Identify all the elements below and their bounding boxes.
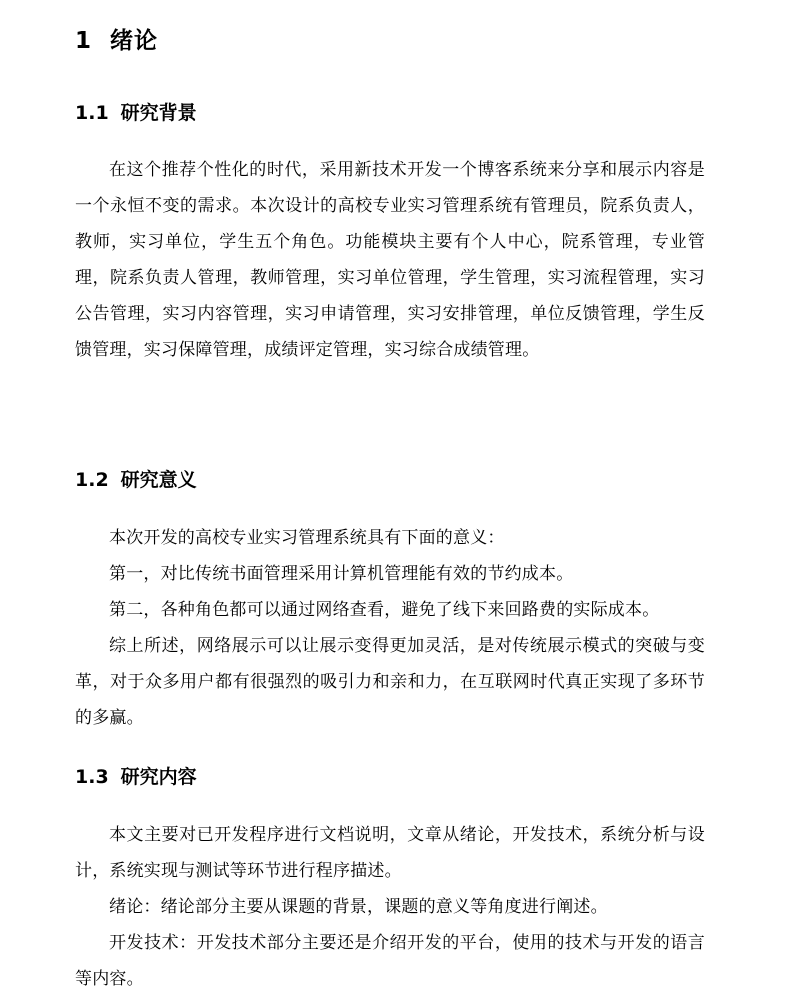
chapter-number: 1 — [75, 28, 93, 54]
section-number: 1.2 — [75, 469, 109, 491]
chapter-heading — [75, 22, 158, 55]
paragraph-content-intro-section: 绪论：绪论部分主要从课题的背景，课题的意义等角度进行阐述。 — [109, 897, 608, 917]
section-number: 1.3 — [75, 766, 109, 788]
section-heading-content — [75, 762, 197, 789]
paragraph-significance-summary: 综上所述，网络展示可以让展示变得更加灵活，是对传统展示模式的突破与变革，对于众多用户都有很强烈的吸引力和亲和力，在互联网时代真正实现了多环节的多赢。 — [75, 636, 705, 728]
paragraph-content-intro: 本文主要对已开发程序进行文档说明，文章从绪论，开发技术，系统分析与设计，系统实现与测试等环节进行程序描述。 — [75, 825, 705, 881]
paragraph-significance-intro: 本次开发的高校专业实习管理系统具有下面的意义： — [109, 528, 505, 548]
paragraph-significance-second: 第二，各种角色都可以通过网络查看，避免了线下来回路费的实际成本。 — [109, 600, 660, 620]
paragraph-content-tech-section: 开发技术：开发技术部分主要还是介绍开发的平台，使用的技术与开发的语言等内容。 — [75, 933, 705, 989]
section-heading-background — [75, 98, 197, 125]
paragraph-significance-first: 第一，对比传统书面管理采用计算机管理能有效的节约成本。 — [109, 564, 574, 584]
section-number: 1.1 — [75, 102, 109, 124]
section-title: 研究意义 — [120, 469, 197, 491]
section-title: 研究内容 — [120, 766, 197, 788]
section-heading-significance — [75, 465, 197, 492]
chapter-title: 绪论 — [110, 28, 159, 54]
paragraph-background: 在这个推荐个性化的时代，采用新技术开发一个博客系统来分享和展示内容是一个永恒不变的需求。本次设计的高校专业实习管理系统有管理员，院系负责人，教师，实习单位，学生五个角色。功能模块主要有个人中心，院系管理，专业管理，院系负责人管理，教师管理，实习单位管理，学生管理，实习流程管理，实习公告管理，实习内容管理，实习申请管理，实习安排管理，单位反馈管理，学生反馈管理，实习保障管理，成绩评定管理，实习综合成绩管理。 — [75, 160, 705, 360]
section-title: 研究背景 — [120, 102, 197, 124]
